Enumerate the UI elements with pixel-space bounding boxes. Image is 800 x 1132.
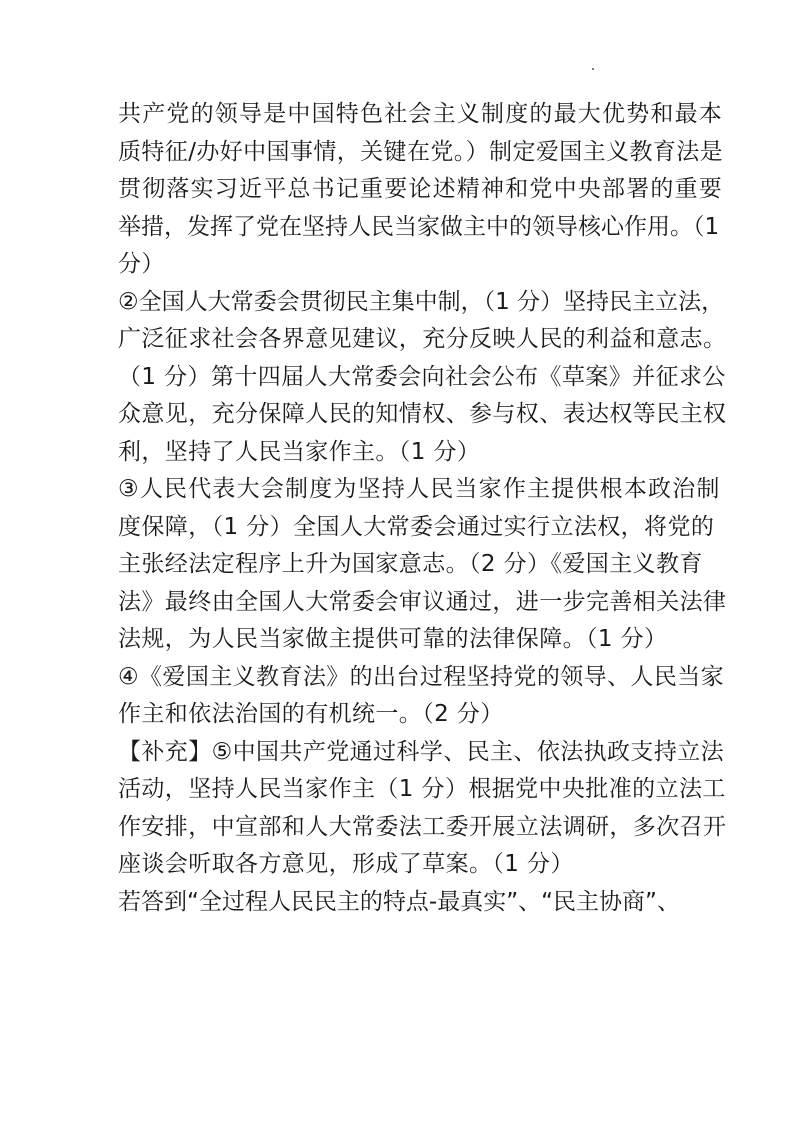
text-line: 【补充】⑤中国共产党通过科学、民主、依法执政支持立法: [118, 738, 725, 765]
text-line: 座谈会听取各方意见，形成了草案。（1 分）: [118, 851, 574, 877]
text-line: 主张经法定程序上升为国家意志。（2 分）《爱国主义教育: [118, 551, 703, 577]
text-line: 分）: [118, 251, 165, 277]
text-line: ②全国人大常委会贯彻民主集中制，（1 分）坚持民主立法，: [118, 288, 725, 315]
text-line: 活动，坚持人民当家作主（1 分）根据党中央批准的立法工: [118, 776, 726, 802]
text-line: 法规，为人民当家做主提供可靠的法律保障。（1 分）: [118, 626, 668, 652]
text-line: 利，坚持了人民当家作主。（1 分）: [118, 438, 481, 465]
scan-dot: [592, 68, 594, 70]
text-line: 法》最终由全国人大常委会审议通过，进一步完善相关法律: [118, 588, 727, 615]
text-line: 众意见，充分保障人民的知情权、参与权、表达权等民主权: [118, 401, 727, 427]
text-line: （1 分）第十四届人大常委会向社会公布《草案》并征求公: [118, 363, 726, 390]
text-line: 质特征/办好中国事情，关键在党。）制定爱国主义教育法是: [118, 138, 724, 165]
text-line: 作主和依法治国的有机统一。（2 分）: [118, 701, 504, 727]
text-line: 度保障，（1 分）全国人大常委会通过实行立法权，将党的: [118, 513, 715, 540]
text-line: 贯彻落实习近平总书记重要论述精神和党中央部署的重要: [118, 176, 723, 202]
text-line: 若答到“全过程人民民主的特点-最真实”、“民主协商”、: [118, 888, 680, 915]
document-body: [118, 96, 727, 921]
text-line: 作安排，中宣部和人大常委法工委开展立法调研，多次召开: [118, 813, 727, 840]
text-line: 广泛征求社会各界意见建议，充分反映人民的利益和意志。: [118, 326, 727, 352]
text-line: 共产党的领导是中国特色社会主义制度的最大优势和最本: [118, 101, 723, 127]
text-line: 举措，发挥了党在坚持人民当家做主中的领导核心作用。（1: [118, 213, 720, 240]
text-line: ④《爱国主义教育法》的出台过程坚持党的领导、人民当家: [118, 663, 725, 690]
text-line: ③人民代表大会制度为坚持人民当家作主提供根本政治制: [118, 476, 721, 502]
